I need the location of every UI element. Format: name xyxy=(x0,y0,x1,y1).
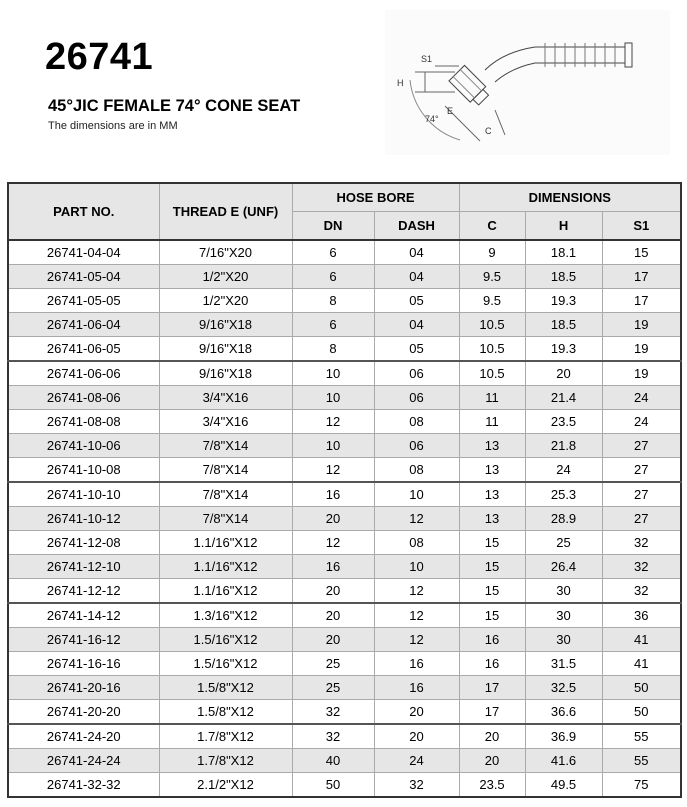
cell-thread: 1/2"X20 xyxy=(159,289,292,313)
cell-h: 25.3 xyxy=(525,482,602,507)
cell-dash: 10 xyxy=(374,555,459,579)
cell-c: 20 xyxy=(459,749,525,773)
cell-part-no: 26741-05-05 xyxy=(8,289,159,313)
cell-h: 41.6 xyxy=(525,749,602,773)
cell-s1: 27 xyxy=(602,482,681,507)
cell-c: 13 xyxy=(459,507,525,531)
cell-dash: 12 xyxy=(374,507,459,531)
cell-dash: 08 xyxy=(374,410,459,434)
cell-part-no: 26741-24-20 xyxy=(8,724,159,749)
table-row xyxy=(8,603,681,628)
cell-thread: 1/2"X20 xyxy=(159,265,292,289)
cell-thread: 9/16"X18 xyxy=(159,337,292,362)
cell-s1: 41 xyxy=(602,652,681,676)
cell-s1: 19 xyxy=(602,337,681,362)
cell-thread: 7/8"X14 xyxy=(159,482,292,507)
cell-thread: 1.1/16"X12 xyxy=(159,531,292,555)
cell-dash: 04 xyxy=(374,313,459,337)
cell-h: 18.5 xyxy=(525,265,602,289)
cell-dn: 6 xyxy=(292,265,374,289)
header-s1: S1 xyxy=(602,212,681,241)
cell-part-no: 26741-16-16 xyxy=(8,652,159,676)
cell-h: 26.4 xyxy=(525,555,602,579)
table-row xyxy=(8,434,681,458)
table-row xyxy=(8,628,681,652)
cell-s1: 15 xyxy=(602,240,681,265)
cell-part-no: 26741-12-12 xyxy=(8,579,159,604)
cell-thread: 1.5/8"X12 xyxy=(159,700,292,725)
cell-thread: 1.5/16"X12 xyxy=(159,652,292,676)
cell-h: 36.6 xyxy=(525,700,602,725)
cell-dn: 16 xyxy=(292,482,374,507)
table-row xyxy=(8,531,681,555)
cell-h: 25 xyxy=(525,531,602,555)
cell-dash: 04 xyxy=(374,265,459,289)
cell-dn: 12 xyxy=(292,458,374,483)
cell-thread: 1.1/16"X12 xyxy=(159,579,292,604)
table-row xyxy=(8,289,681,313)
cell-thread: 1.1/16"X12 xyxy=(159,555,292,579)
cell-thread: 1.3/16"X12 xyxy=(159,603,292,628)
cell-h: 30 xyxy=(525,579,602,604)
table-row xyxy=(8,507,681,531)
header-c: C xyxy=(459,212,525,241)
cell-c: 20 xyxy=(459,724,525,749)
cell-c: 17 xyxy=(459,676,525,700)
cell-c: 17 xyxy=(459,700,525,725)
cell-thread: 1.7/8"X12 xyxy=(159,749,292,773)
cell-dn: 25 xyxy=(292,652,374,676)
cell-c: 15 xyxy=(459,531,525,555)
cell-h: 18.5 xyxy=(525,313,602,337)
cell-dn: 40 xyxy=(292,749,374,773)
cell-dn: 32 xyxy=(292,724,374,749)
cell-h: 30 xyxy=(525,628,602,652)
cell-part-no: 26741-04-04 xyxy=(8,240,159,265)
cell-dn: 20 xyxy=(292,603,374,628)
cell-s1: 41 xyxy=(602,628,681,652)
cell-c: 16 xyxy=(459,652,525,676)
cell-h: 23.5 xyxy=(525,410,602,434)
cell-h: 28.9 xyxy=(525,507,602,531)
cell-h: 24 xyxy=(525,458,602,483)
cell-c: 10.5 xyxy=(459,337,525,362)
cell-dash: 05 xyxy=(374,337,459,362)
cell-thread: 2.1/2"X12 xyxy=(159,773,292,798)
header-dash: DASH xyxy=(374,212,459,241)
cell-s1: 50 xyxy=(602,676,681,700)
cell-c: 23.5 xyxy=(459,773,525,798)
cell-c: 15 xyxy=(459,603,525,628)
table-row xyxy=(8,458,681,483)
cell-dn: 32 xyxy=(292,700,374,725)
cell-dn: 10 xyxy=(292,434,374,458)
cell-h: 32.5 xyxy=(525,676,602,700)
cell-c: 9.5 xyxy=(459,265,525,289)
cell-s1: 27 xyxy=(602,507,681,531)
cell-s1: 75 xyxy=(602,773,681,798)
cell-s1: 24 xyxy=(602,410,681,434)
cell-s1: 19 xyxy=(602,361,681,386)
cell-dash: 05 xyxy=(374,289,459,313)
cell-part-no: 26741-08-08 xyxy=(8,410,159,434)
cell-dn: 8 xyxy=(292,289,374,313)
cell-s1: 19 xyxy=(602,313,681,337)
label-e: E xyxy=(447,106,454,116)
cell-dash: 12 xyxy=(374,579,459,604)
product-subtitle: 45°JIC FEMALE 74° CONE SEAT xyxy=(48,97,301,115)
table-row xyxy=(8,240,681,265)
header-thread: THREAD E (UNF) xyxy=(159,183,292,240)
cell-part-no: 26741-16-12 xyxy=(8,628,159,652)
cell-h: 30 xyxy=(525,603,602,628)
fitting-technical-drawing xyxy=(385,10,670,155)
cell-thread: 7/8"X14 xyxy=(159,458,292,483)
cell-dn: 8 xyxy=(292,337,374,362)
cell-dash: 04 xyxy=(374,240,459,265)
header-part-no: PART NO. xyxy=(8,183,159,240)
cell-part-no: 26741-20-20 xyxy=(8,700,159,725)
cell-dash: 12 xyxy=(374,603,459,628)
cell-s1: 24 xyxy=(602,386,681,410)
cell-s1: 55 xyxy=(602,749,681,773)
cell-c: 13 xyxy=(459,458,525,483)
part-number-title: 26741 xyxy=(45,36,154,78)
cell-s1: 32 xyxy=(602,531,681,555)
cell-s1: 50 xyxy=(602,700,681,725)
cell-c: 15 xyxy=(459,555,525,579)
cell-h: 31.5 xyxy=(525,652,602,676)
cell-dash: 32 xyxy=(374,773,459,798)
cell-s1: 17 xyxy=(602,265,681,289)
cell-dn: 12 xyxy=(292,531,374,555)
cell-dash: 08 xyxy=(374,458,459,483)
table-row xyxy=(8,313,681,337)
cell-part-no: 26741-10-06 xyxy=(8,434,159,458)
cell-thread: 1.5/8"X12 xyxy=(159,676,292,700)
cell-dash: 06 xyxy=(374,434,459,458)
table-row xyxy=(8,749,681,773)
table-row xyxy=(8,410,681,434)
cell-dash: 08 xyxy=(374,531,459,555)
table-row xyxy=(8,361,681,386)
cell-dn: 20 xyxy=(292,507,374,531)
cell-s1: 32 xyxy=(602,555,681,579)
cell-dash: 24 xyxy=(374,749,459,773)
cell-dn: 6 xyxy=(292,313,374,337)
cell-h: 20 xyxy=(525,361,602,386)
cell-dn: 20 xyxy=(292,579,374,604)
cell-dn: 50 xyxy=(292,773,374,798)
cell-part-no: 26741-24-24 xyxy=(8,749,159,773)
cell-dash: 06 xyxy=(374,386,459,410)
cell-thread: 7/8"X14 xyxy=(159,507,292,531)
cell-thread: 3/4"X16 xyxy=(159,410,292,434)
label-h: H xyxy=(397,78,404,88)
table-row xyxy=(8,724,681,749)
header-h: H xyxy=(525,212,602,241)
cell-dash: 20 xyxy=(374,700,459,725)
cell-h: 19.3 xyxy=(525,289,602,313)
cell-dash: 16 xyxy=(374,652,459,676)
cell-dn: 6 xyxy=(292,240,374,265)
cell-dn: 12 xyxy=(292,410,374,434)
cell-h: 18.1 xyxy=(525,240,602,265)
table-row xyxy=(8,773,681,798)
cell-thread: 3/4"X16 xyxy=(159,386,292,410)
cell-part-no: 26741-06-04 xyxy=(8,313,159,337)
cell-c: 11 xyxy=(459,386,525,410)
label-c: C xyxy=(485,126,492,136)
cell-dash: 12 xyxy=(374,628,459,652)
cell-part-no: 26741-08-06 xyxy=(8,386,159,410)
cell-dn: 10 xyxy=(292,361,374,386)
cell-dn: 16 xyxy=(292,555,374,579)
header-dimensions: DIMENSIONS xyxy=(459,183,681,212)
cell-dash: 10 xyxy=(374,482,459,507)
cell-h: 21.4 xyxy=(525,386,602,410)
cell-dash: 20 xyxy=(374,724,459,749)
cell-c: 9 xyxy=(459,240,525,265)
cell-dn: 20 xyxy=(292,628,374,652)
cell-s1: 17 xyxy=(602,289,681,313)
units-note: The dimensions are in MM xyxy=(48,120,178,132)
cell-part-no: 26741-12-10 xyxy=(8,555,159,579)
cell-part-no: 26741-32-32 xyxy=(8,773,159,798)
cell-part-no: 26741-05-04 xyxy=(8,265,159,289)
cell-part-no: 26741-06-06 xyxy=(8,361,159,386)
table-row xyxy=(8,676,681,700)
cell-part-no: 26741-10-10 xyxy=(8,482,159,507)
cell-thread: 7/16"X20 xyxy=(159,240,292,265)
cell-c: 16 xyxy=(459,628,525,652)
cell-c: 13 xyxy=(459,482,525,507)
cell-c: 13 xyxy=(459,434,525,458)
cell-h: 49.5 xyxy=(525,773,602,798)
cell-part-no: 26741-10-12 xyxy=(8,507,159,531)
cell-s1: 27 xyxy=(602,434,681,458)
cell-part-no: 26741-20-16 xyxy=(8,676,159,700)
cell-dash: 16 xyxy=(374,676,459,700)
cell-thread: 7/8"X14 xyxy=(159,434,292,458)
cell-thread: 9/16"X18 xyxy=(159,361,292,386)
dimension-table xyxy=(7,182,682,798)
header-dn: DN xyxy=(292,212,374,241)
cell-h: 36.9 xyxy=(525,724,602,749)
table-row xyxy=(8,700,681,725)
cell-h: 21.8 xyxy=(525,434,602,458)
table-row xyxy=(8,386,681,410)
label-s1: S1 xyxy=(421,54,433,64)
cell-s1: 32 xyxy=(602,579,681,604)
cell-part-no: 26741-12-08 xyxy=(8,531,159,555)
cell-dn: 25 xyxy=(292,676,374,700)
cell-thread: 9/16"X18 xyxy=(159,313,292,337)
label-angle: 74° xyxy=(425,114,439,124)
cell-part-no: 26741-10-08 xyxy=(8,458,159,483)
cell-dn: 10 xyxy=(292,386,374,410)
table-row xyxy=(8,579,681,604)
cell-s1: 36 xyxy=(602,603,681,628)
cell-dash: 06 xyxy=(374,361,459,386)
table-row xyxy=(8,652,681,676)
table-row xyxy=(8,265,681,289)
header-hose-bore: HOSE BORE xyxy=(292,183,459,212)
cell-c: 11 xyxy=(459,410,525,434)
cell-c: 10.5 xyxy=(459,313,525,337)
cell-thread: 1.5/16"X12 xyxy=(159,628,292,652)
cell-thread: 1.7/8"X12 xyxy=(159,724,292,749)
cell-c: 9.5 xyxy=(459,289,525,313)
cell-s1: 27 xyxy=(602,458,681,483)
cell-h: 19.3 xyxy=(525,337,602,362)
table-row xyxy=(8,482,681,507)
cell-part-no: 26741-06-05 xyxy=(8,337,159,362)
table-row xyxy=(8,555,681,579)
table-row xyxy=(8,337,681,362)
cell-c: 10.5 xyxy=(459,361,525,386)
cell-c: 15 xyxy=(459,579,525,604)
cell-s1: 55 xyxy=(602,724,681,749)
cell-part-no: 26741-14-12 xyxy=(8,603,159,628)
table-body xyxy=(8,240,681,797)
